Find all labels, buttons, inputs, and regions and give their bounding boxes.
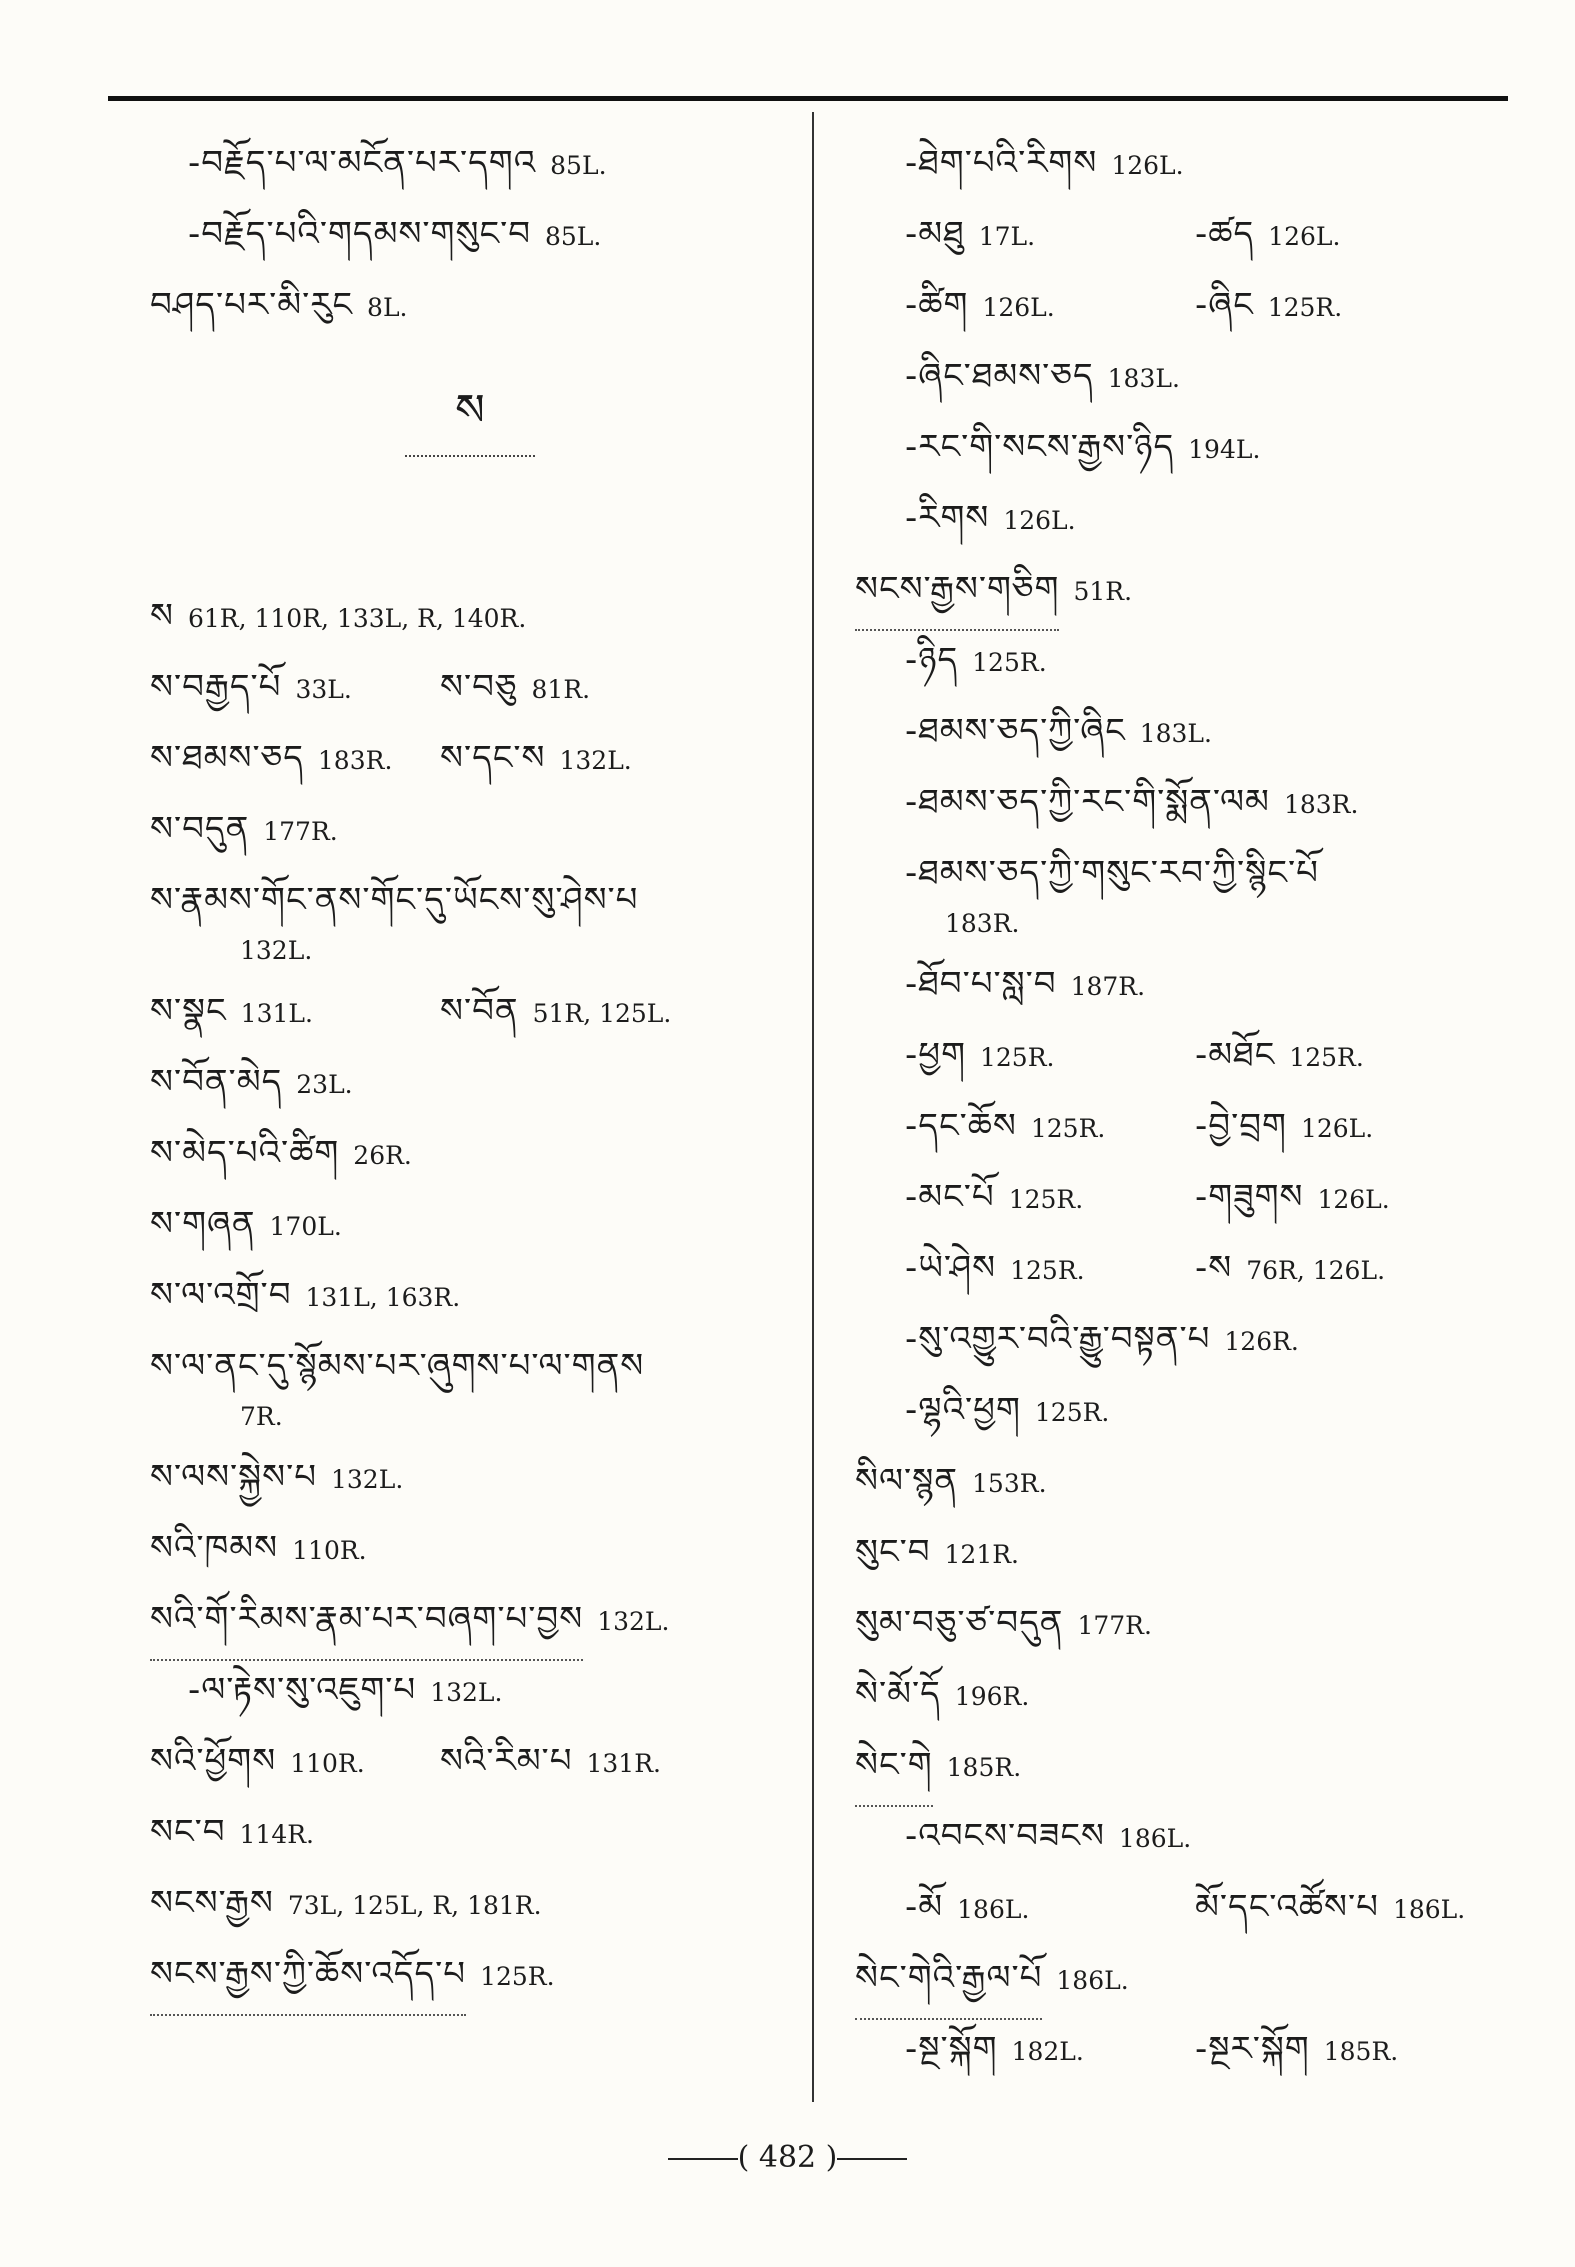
entry-cell xyxy=(905,270,1195,343)
index-entry xyxy=(855,1091,1505,1162)
headword: སེང་གེ xyxy=(855,1730,933,1807)
index-entry xyxy=(855,1020,1505,1091)
entry-cell xyxy=(440,723,632,796)
footer-dash-left xyxy=(668,2158,738,2160)
headword: -སུ་འགྱུར་བའི་རྒྱུ་བསྟན་པ xyxy=(905,1319,1211,1359)
entry-cell xyxy=(440,1726,661,1799)
headword: -ཐམས་ཅད་ཀྱི་གསུང་རབ་ཀྱི་སྙིང་པོ xyxy=(905,853,1319,893)
page-reference: 125R. xyxy=(1289,1043,1364,1072)
page-reference: 185R. xyxy=(1323,2037,1399,2066)
page-reference-continued: 183R. xyxy=(945,909,1020,938)
headword: སའི་ཕྱོགས xyxy=(150,1741,277,1781)
page-reference: 183R. xyxy=(317,746,393,775)
headword: -བརྗོད་པའི་གདམས་གསུང་བ xyxy=(188,214,531,254)
page-reference: 183L. xyxy=(1107,364,1180,393)
index-entry xyxy=(150,1868,790,1939)
headword: ས་རྣམས་གོང་ནས་གོང་དུ་ཡོངས་སུ་ཤེས་པ xyxy=(150,880,639,920)
page-reference: 121R. xyxy=(944,1540,1020,1569)
entry-cell xyxy=(1195,270,1342,343)
index-entry xyxy=(855,1375,1505,1446)
index-entry xyxy=(855,1730,1505,1801)
index-entry xyxy=(150,1655,790,1726)
page-reference: 81R. xyxy=(531,675,591,704)
page-reference: 33L. xyxy=(295,675,352,704)
headword: སང་བ xyxy=(150,1812,226,1852)
page-footer: ( 482 ) xyxy=(0,2140,1575,2175)
headword: -གཟུགས xyxy=(1195,1177,1304,1217)
entry-cell xyxy=(440,976,671,1049)
left-entries xyxy=(150,581,790,2010)
page-reference: 76R, 126L. xyxy=(1246,1256,1386,1285)
page-reference: 185R. xyxy=(946,1753,1022,1782)
left-top-entries xyxy=(150,128,790,341)
index-entry xyxy=(855,554,1505,625)
index-entry xyxy=(150,1118,790,1189)
page-reference: 126L. xyxy=(1111,151,1184,180)
index-entry xyxy=(150,1331,790,1402)
page-reference: 170L. xyxy=(269,1212,342,1241)
headword: -ལྷའི་ཕྱག xyxy=(905,1390,1021,1430)
index-entry xyxy=(855,1446,1505,1517)
headword: སའི་རིམ་པ xyxy=(440,1741,573,1781)
index-entry xyxy=(150,1260,790,1331)
index-entry xyxy=(855,1517,1505,1588)
entry-cell xyxy=(1195,2014,1398,2087)
entry-pair xyxy=(905,1162,1390,1235)
page-reference: 182L. xyxy=(1011,2037,1084,2066)
index-entry xyxy=(150,794,790,865)
page-reference: 61R, 110R, 133L, R, 140R. xyxy=(187,604,527,633)
headword: ས་བོན་མེད xyxy=(150,1062,283,1102)
index-entry xyxy=(855,412,1505,483)
page-reference: 126L. xyxy=(1003,506,1076,535)
index-entry xyxy=(855,128,1505,199)
headword: -མོ xyxy=(905,1887,944,1927)
entry-pair xyxy=(905,199,1340,272)
left-column xyxy=(150,128,790,2010)
index-entry xyxy=(855,949,1505,1020)
page-reference: 126L. xyxy=(1268,222,1341,251)
page-reference: 17L. xyxy=(978,222,1036,251)
index-entry xyxy=(150,865,790,936)
page-reference: 131L, 163R. xyxy=(305,1283,461,1312)
page-reference: 73L, 125L, R, 181R. xyxy=(287,1891,542,1920)
entry-cell xyxy=(905,1020,1195,1093)
page-reference: 110R. xyxy=(292,1536,367,1565)
index-entry xyxy=(855,2014,1505,2085)
page-reference: 183L. xyxy=(1139,719,1212,748)
index-entry xyxy=(855,1659,1505,1730)
headword: ས་ཐམས་ཅད xyxy=(150,738,304,778)
entry-pair xyxy=(905,1872,1465,1945)
headword: ས་བཅུ xyxy=(440,667,518,707)
headword: -ཐམས་ཅད་ཀྱི་རང་གི་སྨོན་ལམ xyxy=(905,782,1270,822)
headword: ས་བདུན xyxy=(150,809,250,849)
page-reference: 126L. xyxy=(1317,1185,1390,1214)
entry-cell xyxy=(150,723,440,796)
index-entry xyxy=(150,723,790,794)
right-entries xyxy=(855,128,1505,2085)
headword: -མང་པོ xyxy=(905,1177,995,1217)
index-entry xyxy=(855,1233,1505,1304)
entry-cell xyxy=(440,652,590,725)
headword: -ཕྱག xyxy=(905,1035,966,1075)
entry-pair xyxy=(905,1233,1385,1306)
entry-pair xyxy=(150,723,632,796)
headword: སའི་གོ་རིམས་རྣམ་པར་བཞག་པ་བྱས xyxy=(150,1584,583,1661)
page-reference: 26R. xyxy=(353,1141,412,1170)
headword: -སྔ་སྐོག xyxy=(905,2029,998,2069)
page-reference: 125R. xyxy=(1008,1185,1084,1214)
page-reference: 125R. xyxy=(1267,293,1343,322)
page-reference: 51R, 125L. xyxy=(532,999,672,1028)
page-reference: 194L. xyxy=(1188,435,1261,464)
index-entry xyxy=(150,652,790,723)
entry-cell xyxy=(1195,199,1340,272)
index-entry xyxy=(150,1797,790,1868)
entry-pair xyxy=(905,270,1342,343)
headword: -བརྗོད་པ་ལ་མངོན་པར་དགའ xyxy=(188,143,537,183)
index-entry xyxy=(150,128,790,199)
index-entry xyxy=(855,199,1505,270)
headword: -སྔར་སྐོག xyxy=(1195,2029,1310,2069)
column-divider xyxy=(812,112,814,2102)
headword: -རང་གི་སངས་རྒྱས་ཉིད xyxy=(905,427,1175,467)
section-letter: ས xyxy=(455,385,485,436)
page-reference: 125R. xyxy=(972,648,1047,677)
entry-cell xyxy=(905,2014,1195,2087)
entry-cell xyxy=(905,1091,1195,1164)
headword: ས་དང་ས xyxy=(440,738,546,778)
headword: -ཐམས་ཅད་ཀྱི་ཞིང xyxy=(905,711,1126,751)
headword: སངས་རྒྱས་གཅིག xyxy=(855,554,1059,631)
entry-pair xyxy=(905,1091,1373,1164)
page-reference: 177R. xyxy=(1077,1611,1152,1640)
headword: -ཚད xyxy=(1195,214,1255,254)
headword: སེ་མོ་དོ xyxy=(855,1674,941,1714)
entry-cell xyxy=(905,1872,1195,1945)
index-entry xyxy=(855,625,1505,696)
entry-cell xyxy=(1195,1233,1385,1306)
headword: ས་མེད་པའི་ཚིག xyxy=(150,1133,340,1173)
page-reference: 51R. xyxy=(1073,577,1133,606)
page-reference: 125R. xyxy=(1010,1256,1085,1285)
page-number: 482 xyxy=(758,2140,817,2175)
index-entry xyxy=(855,1588,1505,1659)
page-reference: 186L. xyxy=(957,1895,1030,1924)
page-reference: 8L. xyxy=(367,293,408,322)
headword: -ལ་རྟེས་སུ་འཇུག་པ xyxy=(188,1670,417,1710)
page-reference: 132L. xyxy=(331,1465,404,1494)
headword: -ཚིག xyxy=(905,285,969,325)
headword: ས་ལ་ནང་དུ་སྙོམས་པར་ཞུགས་པ་ལ་གནས xyxy=(150,1346,645,1386)
headword: -མཐོང xyxy=(1195,1035,1276,1075)
entry-pair xyxy=(905,2014,1398,2087)
index-entry xyxy=(855,1801,1505,1872)
headword: -ཐོབ་པ་སླ་བ xyxy=(905,964,1057,1004)
section-underline xyxy=(405,445,535,457)
headword: -ཡེ་ཤེས xyxy=(905,1248,997,1288)
headword: སངས་རྒྱས་ཀྱི་ཆོས་འདོད་པ xyxy=(150,1939,466,2016)
entry-pair xyxy=(905,1020,1364,1093)
index-entry xyxy=(150,976,790,1047)
index-entry xyxy=(855,696,1505,767)
index-entry xyxy=(855,1872,1505,1943)
headword: ས་བོན xyxy=(440,991,519,1031)
entry-pair xyxy=(150,652,590,725)
right-column xyxy=(855,128,1505,2085)
entry-pair xyxy=(150,1726,661,1799)
headword: -ཞིང་ཐམས་ཅད xyxy=(905,356,1094,396)
page-reference: 132L. xyxy=(597,1607,670,1636)
headword: -ཉིད xyxy=(905,640,959,680)
index-entry xyxy=(855,1162,1505,1233)
entry-cell xyxy=(905,199,1195,272)
headword: -རིགས xyxy=(905,498,990,538)
section-heading xyxy=(150,381,790,521)
headword: སའི་ཁམས xyxy=(150,1528,279,1568)
headword: ས་ལ་འགྲོ་བ xyxy=(150,1275,292,1315)
page-reference: 126L. xyxy=(1300,1114,1374,1143)
headword: ས་སྣང xyxy=(150,991,227,1031)
headword: མོ་དང་འཚོས་པ xyxy=(1195,1887,1379,1927)
entry-cell xyxy=(905,1162,1195,1235)
page-reference: 114R. xyxy=(239,1820,315,1849)
page-reference-continued: 132L. xyxy=(240,936,313,965)
entry-cell xyxy=(1195,1091,1373,1164)
headword: སངས་རྒྱས xyxy=(150,1883,274,1923)
index-entry xyxy=(855,270,1505,341)
page-reference: 125R. xyxy=(1034,1398,1110,1427)
top-rule xyxy=(108,96,1508,101)
page-reference: 126R. xyxy=(1224,1327,1299,1356)
page-reference: 186L. xyxy=(1056,1966,1129,1995)
entry-pair xyxy=(150,976,671,1049)
headword: བཤད་པར་མི་རུང xyxy=(150,285,354,325)
entry-cell xyxy=(1195,1020,1364,1093)
page-reference: 125R. xyxy=(1030,1114,1106,1143)
index-entry xyxy=(150,1189,790,1260)
page-reference: 125R. xyxy=(480,1962,555,1991)
page-reference: 110R. xyxy=(290,1749,365,1778)
page-reference: 187R. xyxy=(1070,972,1146,1001)
page-reference: 196R. xyxy=(954,1682,1030,1711)
page-reference: 131R. xyxy=(586,1749,661,1778)
index-entry xyxy=(150,1939,790,2010)
index-entry xyxy=(150,1047,790,1118)
page-reference: 131L. xyxy=(240,999,313,1028)
headword: -དང་ཆོས xyxy=(905,1106,1017,1146)
index-entry xyxy=(150,1442,790,1513)
entry-cell xyxy=(150,652,440,725)
page-reference: 85L. xyxy=(545,222,602,251)
page-reference: 85L. xyxy=(550,151,607,180)
index-entry xyxy=(150,199,790,270)
headword: -ཐེག་པའི་རིགས xyxy=(905,143,1098,183)
index-entry xyxy=(855,838,1505,909)
page-reference-continued: 7R. xyxy=(240,1402,283,1431)
entry-cell xyxy=(1195,1162,1390,1235)
entry-cell xyxy=(150,1726,440,1799)
headword: སུང་བ xyxy=(855,1532,931,1572)
page-reference: 177R. xyxy=(263,817,338,846)
headword: སེང་གེའི་རྒྱལ་པོ xyxy=(855,1943,1042,2020)
page-reference: 186L. xyxy=(1392,1895,1466,1924)
index-entry xyxy=(150,581,790,652)
index-entry xyxy=(150,270,790,341)
index-entry xyxy=(855,767,1505,838)
index-entry xyxy=(855,341,1505,412)
headword: -འབངས་བཟངས xyxy=(905,1816,1105,1856)
index-entry xyxy=(855,1304,1505,1375)
headword: སིལ་སྙན xyxy=(855,1461,959,1501)
page-reference: 126L. xyxy=(982,293,1055,322)
index-entry xyxy=(150,1584,790,1655)
index-entry xyxy=(855,483,1505,554)
headword: -མཐུ xyxy=(905,214,965,254)
entry-cell xyxy=(150,976,440,1049)
page-reference: 132L. xyxy=(559,746,632,775)
page-reference: 183R. xyxy=(1283,790,1359,819)
headword: -ས xyxy=(1195,1248,1233,1288)
index-entry xyxy=(150,1726,790,1797)
headword: ས་ལས་སྐྱེས་པ xyxy=(150,1457,317,1497)
headword: ས་གཞན xyxy=(150,1204,256,1244)
page-reference: 125R. xyxy=(980,1043,1055,1072)
page-reference: 186L. xyxy=(1118,1824,1192,1853)
entry-cell xyxy=(905,1233,1195,1306)
headword: ས་བརྒྱད་པོ xyxy=(150,667,282,707)
page-reference: 153R. xyxy=(972,1469,1047,1498)
page-reference: 132L. xyxy=(430,1678,503,1707)
index-entry xyxy=(855,1943,1505,2014)
headword: -ཞིང xyxy=(1195,285,1254,325)
footer-dash-right xyxy=(837,2158,907,2160)
headword: -བྱེ་བྲག xyxy=(1195,1106,1287,1146)
headword: སུམ་བཅུ་ཙ་བདུན xyxy=(855,1603,1064,1643)
index-entry xyxy=(150,1513,790,1584)
entry-cell xyxy=(1195,1872,1465,1945)
headword: ས xyxy=(150,596,174,636)
page-reference: 23L. xyxy=(296,1070,353,1099)
